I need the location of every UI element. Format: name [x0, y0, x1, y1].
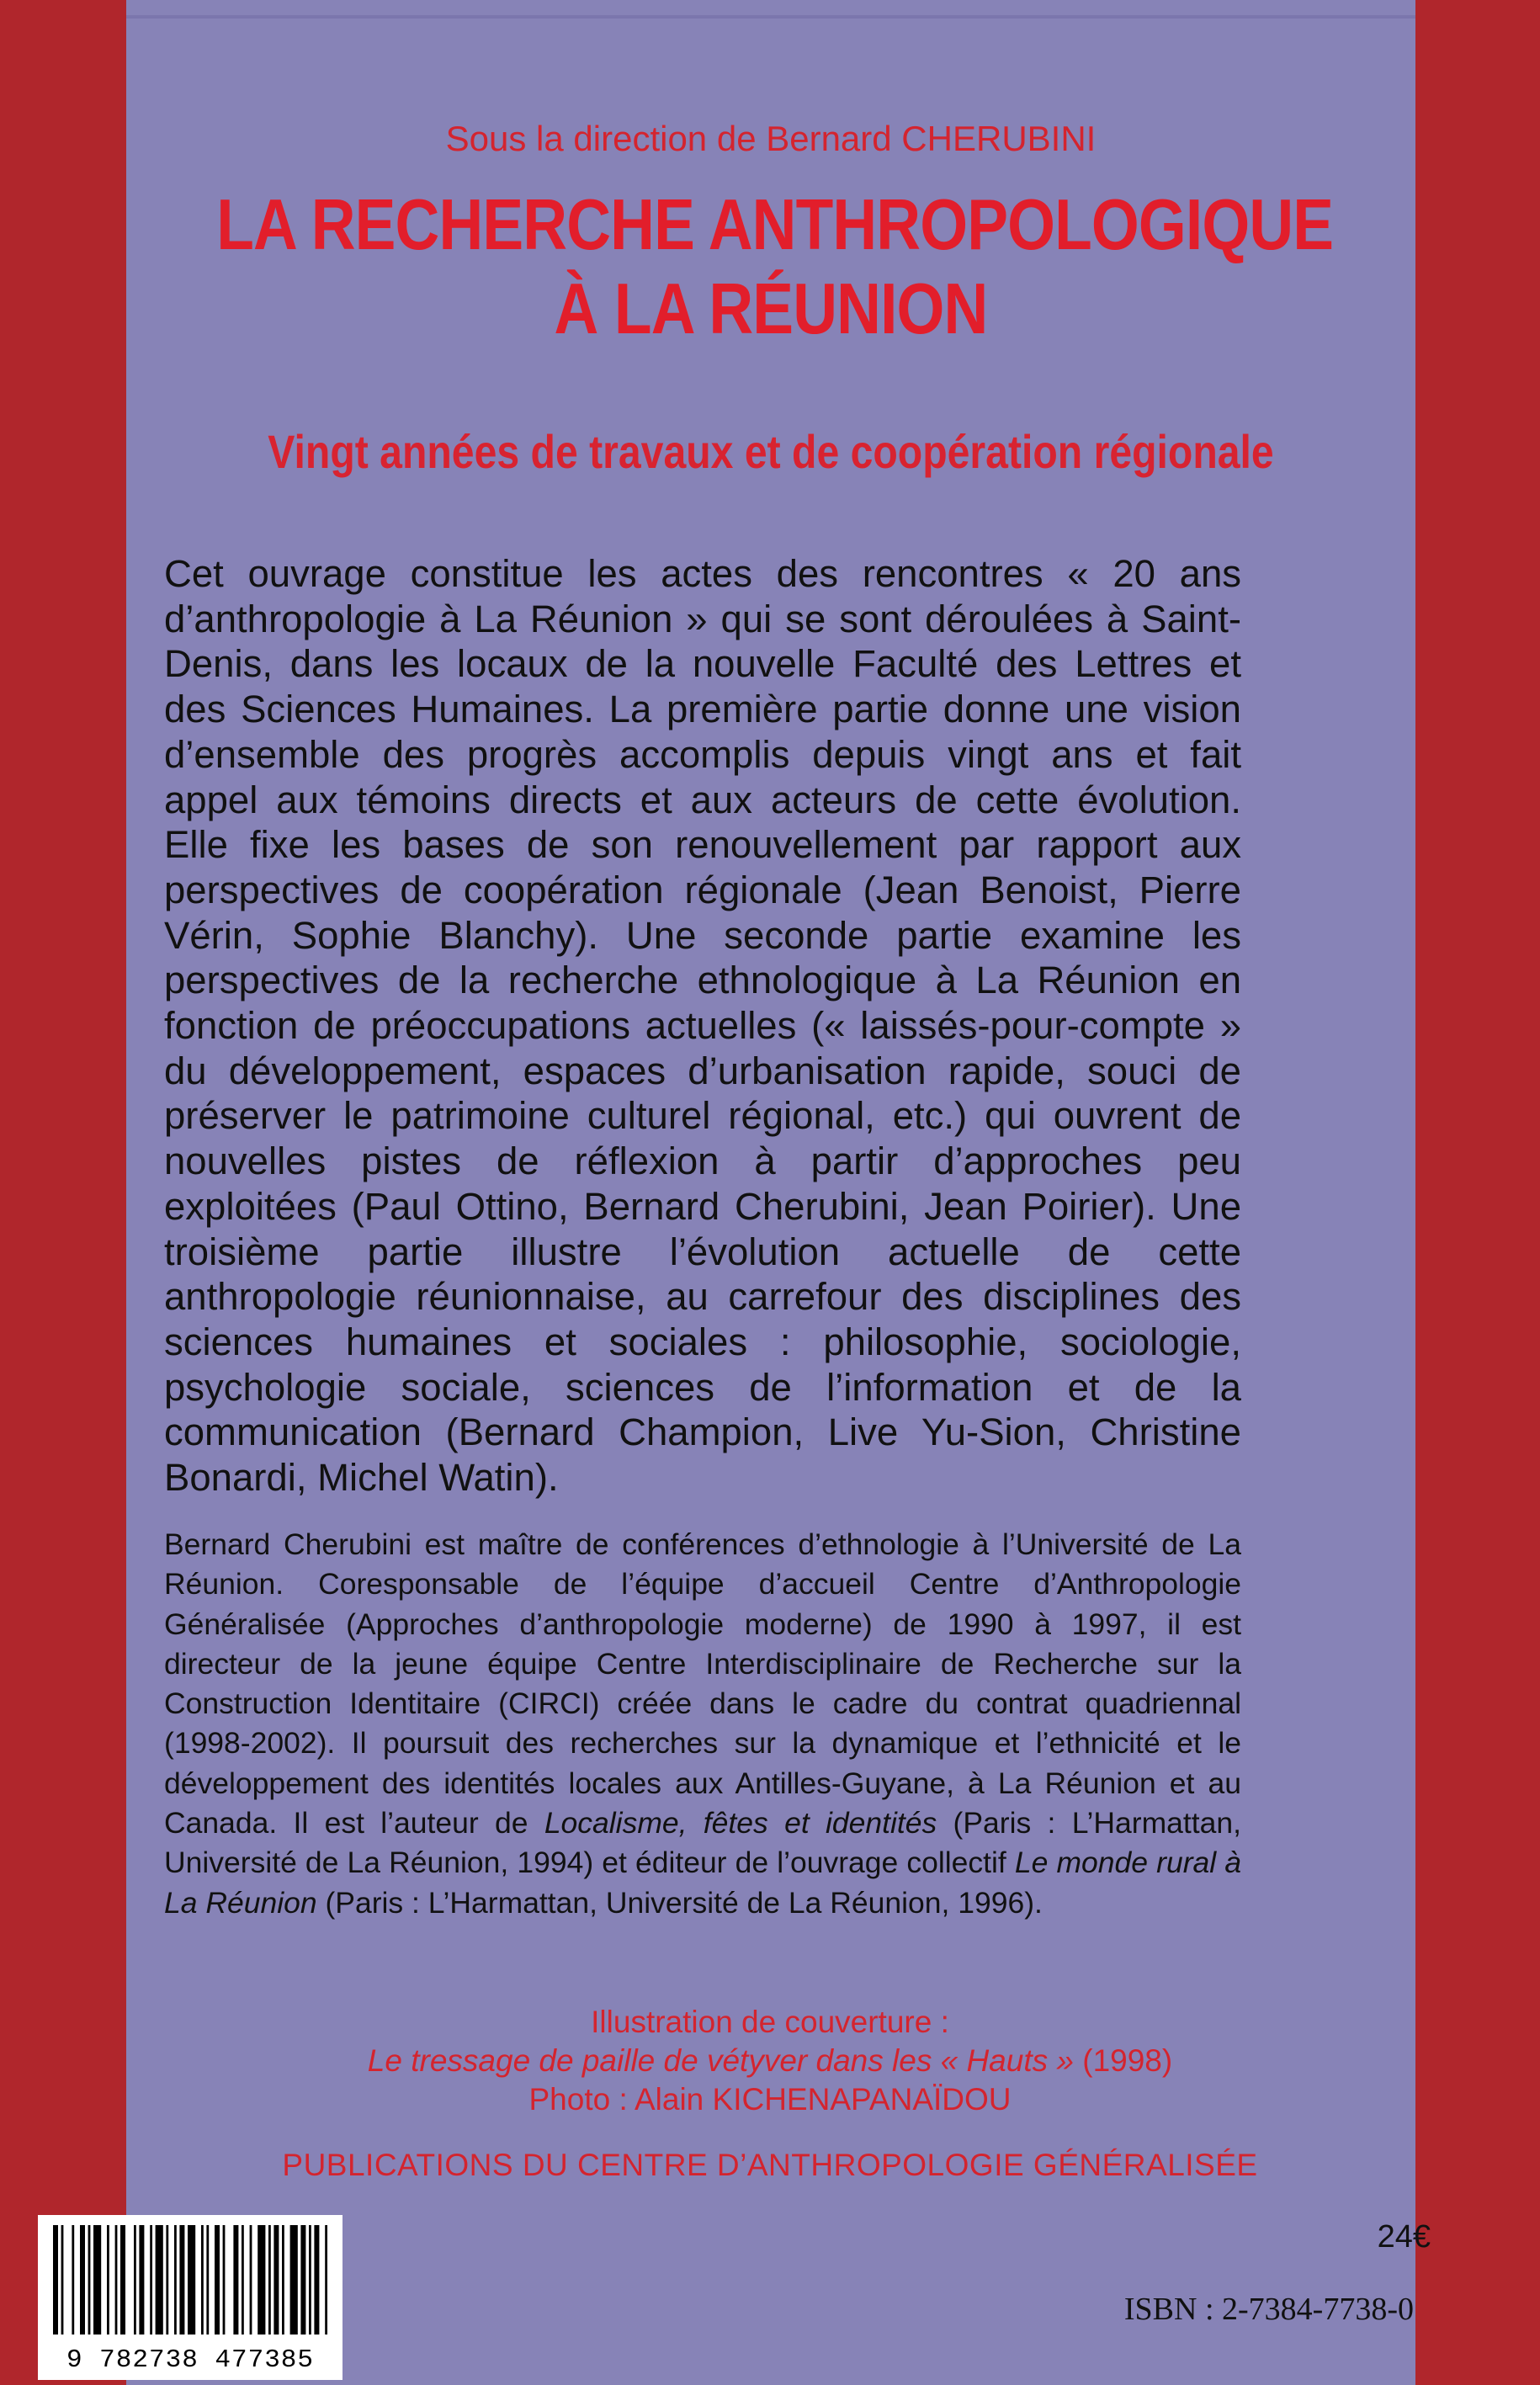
bio-text-2: (Paris : L’Harmattan, Université de La Réunion, 1994) et éditeur de l’ouvrage collectif — [164, 1806, 1242, 1880]
barcode-bar — [150, 2225, 152, 2335]
barcode-bar — [300, 2225, 305, 2335]
top-divider — [126, 15, 1415, 19]
barcode-bar — [88, 2225, 91, 2335]
barcode-bar — [72, 2225, 74, 2335]
barcode-bar — [53, 2225, 58, 2335]
author-bio — [164, 1525, 1241, 1923]
barcode-bar — [250, 2225, 252, 2335]
barcode-bar — [258, 2225, 265, 2335]
barcode-bar — [174, 2225, 177, 2335]
barcode-bar — [325, 2225, 327, 2335]
credits-photo: Photo : Alain KICHENAPANAÏDOU — [528, 2082, 1012, 2117]
isbn: ISBN : 2-7384-7738-0 — [1123, 2292, 1414, 2327]
barcode-bar — [80, 2225, 85, 2335]
barcode — [38, 2215, 343, 2380]
editor-line: Sous la direction de Bernard CHERUBINI — [445, 119, 1097, 158]
barcode-bar — [290, 2225, 298, 2335]
bio-book-title-2: Le monde rural à La Réunion — [164, 1846, 1241, 1920]
barcode-bar — [120, 2225, 125, 2335]
barcode-bar — [268, 2225, 271, 2335]
barcode-bar — [107, 2225, 109, 2335]
title-line-1: LA RECHERCHE ANTHROPOLOGIQUE — [216, 185, 1334, 265]
barcode-bar — [115, 2225, 118, 2335]
barcode-bar — [134, 2225, 136, 2335]
credits-work — [0, 2042, 1540, 2080]
credits-work-year: (1998) — [1073, 2043, 1173, 2078]
summary-paragraph: Cet ouvrage constitue les actes des rencontres « 20 ans d’anthropologie à La Réunion » qui se sont déroulées à Saint-Denis, dans les locaux de la nouvelle Faculté des Lettres et des Sciences Humaines. La première partie donne une vision d’ensemble des progrès accomplis depuis vingt ans et fait appel aux témoins directs et aux acteurs de cette évolution. Elle fixe les bases de son renouvellement par rapport aux perspectives de coopération régionale (Jean Benoist, Pierre Vérin, Sophie Blanchy). Une seconde partie examine les perspectives de la recherche ethnologique à La Réunion en fonction de préoccupations actuelles (« laissés-pour-compte » du développement, espaces d’urbanisation rapide, souci de préserver le patrimoine culturel régional, etc.) qui ouvrent de nouvelles pistes de réflexion à partir d’approches peu exploitées (Paul Ottino, Bernard Cherubini, Jean Poirier). Une troisième partie illustre l’évolution actuelle de cette anthropologie réunionnaise, au carrefour des disciplines des sciences humaines et sociales : philosophie, sociologie, psychologie sociale, sciences de l’information et de la communication (Bernard Champion, Live Yu-Sion, Christine Bonardi, Michel Watin). — [164, 552, 1241, 1500]
barcode-bar — [314, 2225, 319, 2335]
barcode-bar — [201, 2225, 204, 2335]
barcode-bar — [233, 2225, 238, 2335]
barcode-bar — [179, 2225, 184, 2335]
title-line-2: À LA RÉUNION — [554, 269, 988, 349]
book-subtitle: Vingt années de travaux et de coopération régionale — [268, 425, 1274, 478]
barcode-bar — [215, 2225, 220, 2335]
barcode-bar — [242, 2225, 244, 2335]
barcode-bar — [282, 2225, 284, 2335]
barcode-bars — [53, 2225, 327, 2335]
barcode-bar — [166, 2225, 168, 2335]
credits-label: Illustration de couverture : — [591, 2005, 949, 2039]
barcode-bar — [156, 2225, 163, 2335]
cover-credits — [0, 2003, 1540, 2119]
barcode-bar — [223, 2225, 226, 2335]
barcode-bar — [188, 2225, 195, 2335]
bio-book-title-1: Localisme, fêtes et identités — [544, 1806, 937, 1841]
price: 24€ — [1377, 2219, 1431, 2255]
barcode-bar — [61, 2225, 64, 2335]
barcode-bar — [309, 2225, 311, 2335]
barcode-bar — [273, 2225, 279, 2335]
barcode-bar — [93, 2225, 101, 2335]
barcode-bar — [206, 2225, 209, 2335]
credits-work-title: Le tressage de paille de vétyver dans les « Hauts » — [367, 2043, 1074, 2078]
publisher-line: PUBLICATIONS DU CENTRE D’ANTHROPOLOGIE GÉNÉRALISÉE — [282, 2148, 1258, 2182]
barcode-digits: 9 782738 477385 — [66, 2345, 315, 2375]
book-title — [216, 183, 1334, 352]
bio-text-3: (Paris : L’Harmattan, Université de La Réunion, 1996). — [316, 1885, 1043, 1920]
bio-text-1: Bernard Cherubini est maître de conférences d’ethnologie à l’Université de La Réunion. Coresponsable de l’équipe d’accueil Centre d’Anthropologie Généralisée (Approches d’anthropologie moderne) de 1990 à 1997, il est directeur de la jeune équipe Centre Interdisciplinaire de Recherche sur la Construction Identitaire (CIRCI) créée dans le cadre du contrat quadriennal (1998-2002). Il poursuit des recherches sur la dynamique et l’ethnicité et le développement des identités locales aux Antilles-Guyane, à La Réunion et au Canada. Il est l’auteur de — [164, 1527, 1241, 1841]
barcode-bar — [139, 2225, 144, 2335]
